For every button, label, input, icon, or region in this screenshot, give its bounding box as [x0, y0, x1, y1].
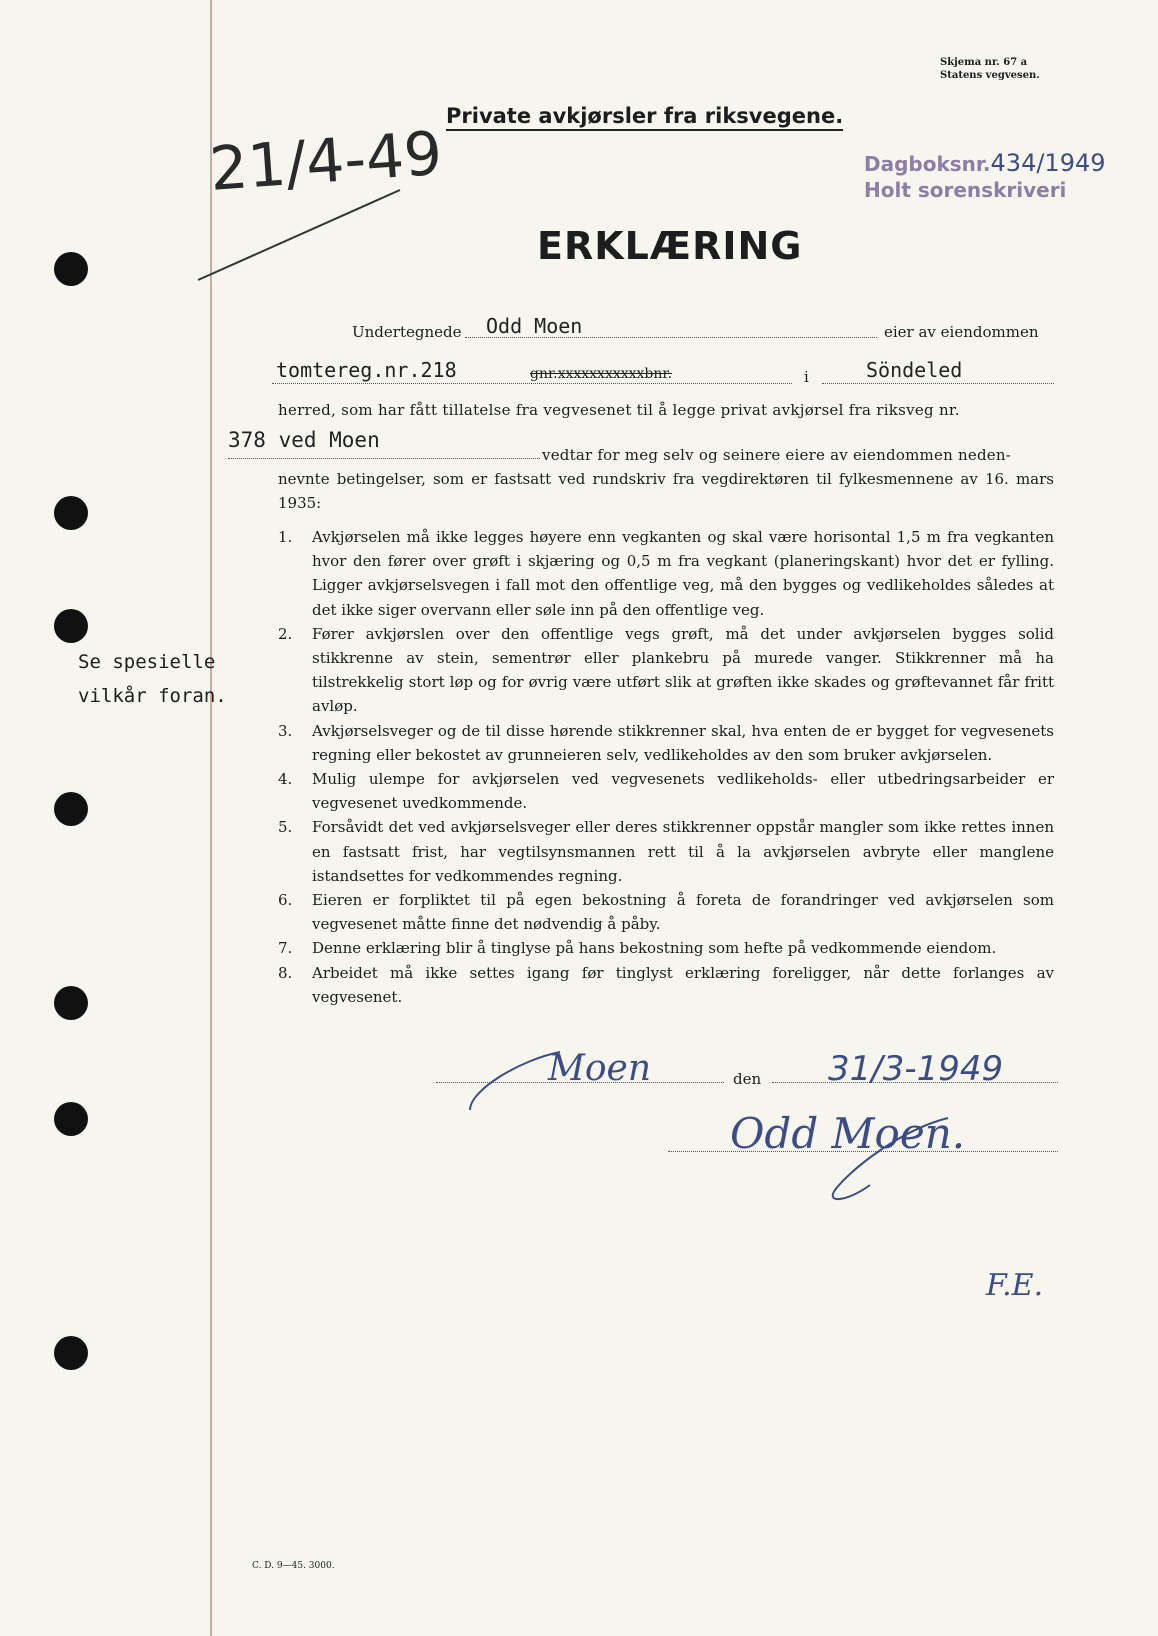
undersigned-label: Undertegnede: [352, 323, 462, 341]
condition-text: Denne erklæring blir å tinglyse på hans bekostning som hefte på vedkommende eiendom.: [312, 939, 997, 958]
undersigned-suffix: eier av eiendommen: [884, 323, 1039, 341]
condition-text: Eieren er forpliktet til på egen bekostning å foreta de forandringer ved avkjørselen som vegvesenet måtte finne det nødvendig å påby.: [312, 891, 1054, 934]
condition-text: Avkjørselsveger og de til disse hørende stikkrenner skal, hva enten de er bygget for vegvesenets regning eller bekostet av grunneieren selv, vedlikeholdes av den som bruker avkjørselen.: [312, 721, 1054, 764]
handwritten-date-text: 21/4-49: [207, 118, 445, 205]
condition-text: Avkjørselen må ikke legges høyere enn vegkanten og skal være horisontal 1,5 m fra vegkanten hvor den fører over grøft i skjæring og 0,5 m fra vegkant (planeringskant) hvor det er fylling. Ligger avkjørselsvegen i fall mot den offentlige veg, må den bygges og vedlikeholdes således at det ikke siger overvann eller søle inn på den offentlige veg.: [312, 528, 1054, 619]
condition-text: Mulig ulempe for avkjørselen ved vegvesenets vedlikeholds- eller utbedringsarbeider er vegvesenet uvedkommende.: [312, 770, 1054, 813]
handwritten-date: 31/3-1949: [828, 1049, 1004, 1089]
property-value: tomtereg.nr.218: [276, 358, 457, 382]
condition-text: Forsåvidt det ved avkjørselsveger eller deres stikkrenner oppstår mangler som ikke rettes innen en fastsatt frist, har vegtilsynsmannen rett til å la avkjørselen avbryte eller manglene istandsettes for vedkommendes regning.: [312, 818, 1054, 885]
condition-number: 7.: [278, 939, 293, 958]
handwritten-signature: Odd Moen.: [730, 1109, 966, 1158]
road-text-after: vedtar for meg selv og seinere eiere av eiendommen neden-: [542, 446, 1012, 464]
road-value: 378 ved Moen: [228, 428, 380, 452]
margin-note-line1: Se spesielle: [78, 651, 216, 673]
condition-number: 3.: [278, 721, 293, 740]
condition-number: 2.: [278, 624, 293, 643]
condition-text: Arbeidet må ikke settes igang før tinglyst erklæring foreligger, når dette forlanges av vegvesenet.: [312, 963, 1054, 1006]
property-in-label: i: [804, 368, 809, 386]
condition-number: 5.: [278, 818, 293, 837]
margin-note-line2: vilkår foran.: [78, 685, 227, 707]
permission-text: herred, som har fått tillatelse fra vegvesenet til å legge privat avkjørsel fra riksveg nr.: [278, 401, 960, 419]
den-label: den: [733, 1070, 762, 1088]
handwritten-place: Moen: [548, 1048, 652, 1089]
condition-text: Fører avkjørslen over den offentlige vegs grøft, må det under avkjørselen bygges solid stikkrenne av stein, sementrør eller plankebru på murede vanger. Stikkrenner må ha tilstrekkelig stort løp og for øvrig være utført slik at grøften ikke skades og grøftevannet får fritt avløp.: [312, 624, 1054, 716]
stamp-office: Holt sorenskriveri: [864, 178, 1067, 202]
footer-code: C. D. 9—45. 3000.: [252, 1561, 335, 1571]
stamp-prefix: Dagboksnr.: [864, 152, 991, 176]
condition-number: 4.: [278, 770, 293, 789]
condition-number: 6.: [278, 891, 293, 910]
form-number-line1: Skjema nr. 67 a: [940, 57, 1028, 68]
place-flourish: [470, 1052, 560, 1110]
stamp-number: 434/1949: [990, 149, 1106, 177]
document-title: ERKLÆRING: [537, 224, 803, 268]
property-struck-text: gnr.xxxxxxxxxxxbnr.: [530, 366, 673, 382]
municipality-name: Söndeled: [866, 358, 963, 382]
handwritten-initials: F.E.: [986, 1268, 1044, 1303]
condition-number: 1.: [278, 528, 293, 546]
condition-number: 8.: [278, 963, 293, 982]
intro-continuation: nevnte betingelser, som er fastsatt ved rundskriv fra vegdirektøren til fylkesmennene av 16. mars 1935:: [278, 470, 1054, 512]
form-heading: Private avkjørsler fra riksvegene.: [446, 104, 843, 131]
form-number-line2: Statens vegvesen.: [940, 70, 1040, 81]
undersigned-name: Odd Moen: [486, 314, 583, 338]
